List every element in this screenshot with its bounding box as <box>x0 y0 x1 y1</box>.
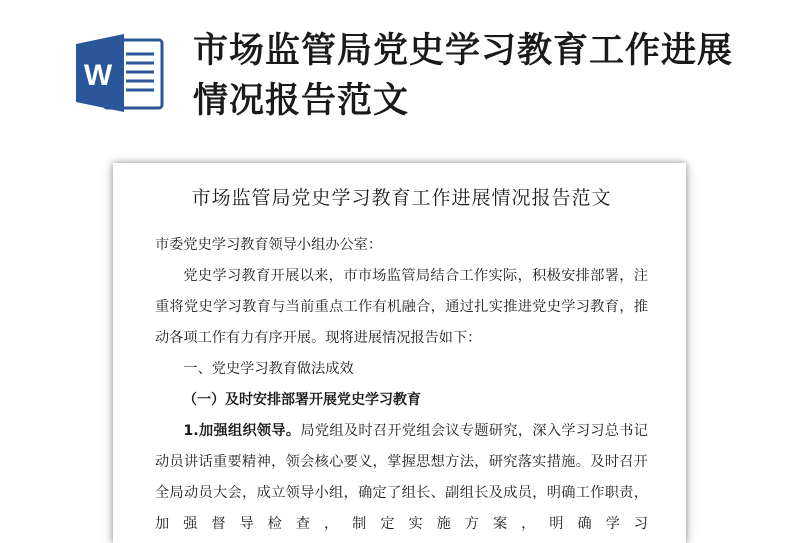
document-title: 市场监管局党史学习教育工作进展情况报告范文 <box>191 187 612 209</box>
item-lead: 1.加强组织领导。 <box>183 423 301 439</box>
header <box>0 0 800 150</box>
item-body: 局党组及时召开党组会议专题研究，深入学习习总书记动员讲话重要精神，领会核心要义，掌握思想方法，研究落实措施。及时召开全局动员大会，成立领导小组，确定了组长、副组长及成员，明确工作职责，加强督导检查，制定实施方案，明确学习 <box>155 423 648 532</box>
salutation: 市委党史学习教育领导小组办公室： <box>155 237 383 253</box>
intro-paragraph: 党史学习教育开展以来，市市场监管局结合工作实际，积极安排部署，注重将党史学习教育与当前重点工作有机融合，通过扎实推进党史学习教育，推动各项工作有力有序开展。现将进展情况报告如下： <box>155 268 648 346</box>
word-document-icon <box>74 32 166 114</box>
word-icon-letter: W <box>83 59 113 92</box>
document-page <box>113 163 686 543</box>
section-heading: 一、党史学习教育做法成效 <box>183 361 354 377</box>
header-title: 市场监管局党史学习教育工作进展情况报告范文 <box>193 31 734 121</box>
item-paragraph <box>155 416 648 540</box>
subsection-heading: （一）及时安排部署开展党史学习教育 <box>183 392 421 408</box>
